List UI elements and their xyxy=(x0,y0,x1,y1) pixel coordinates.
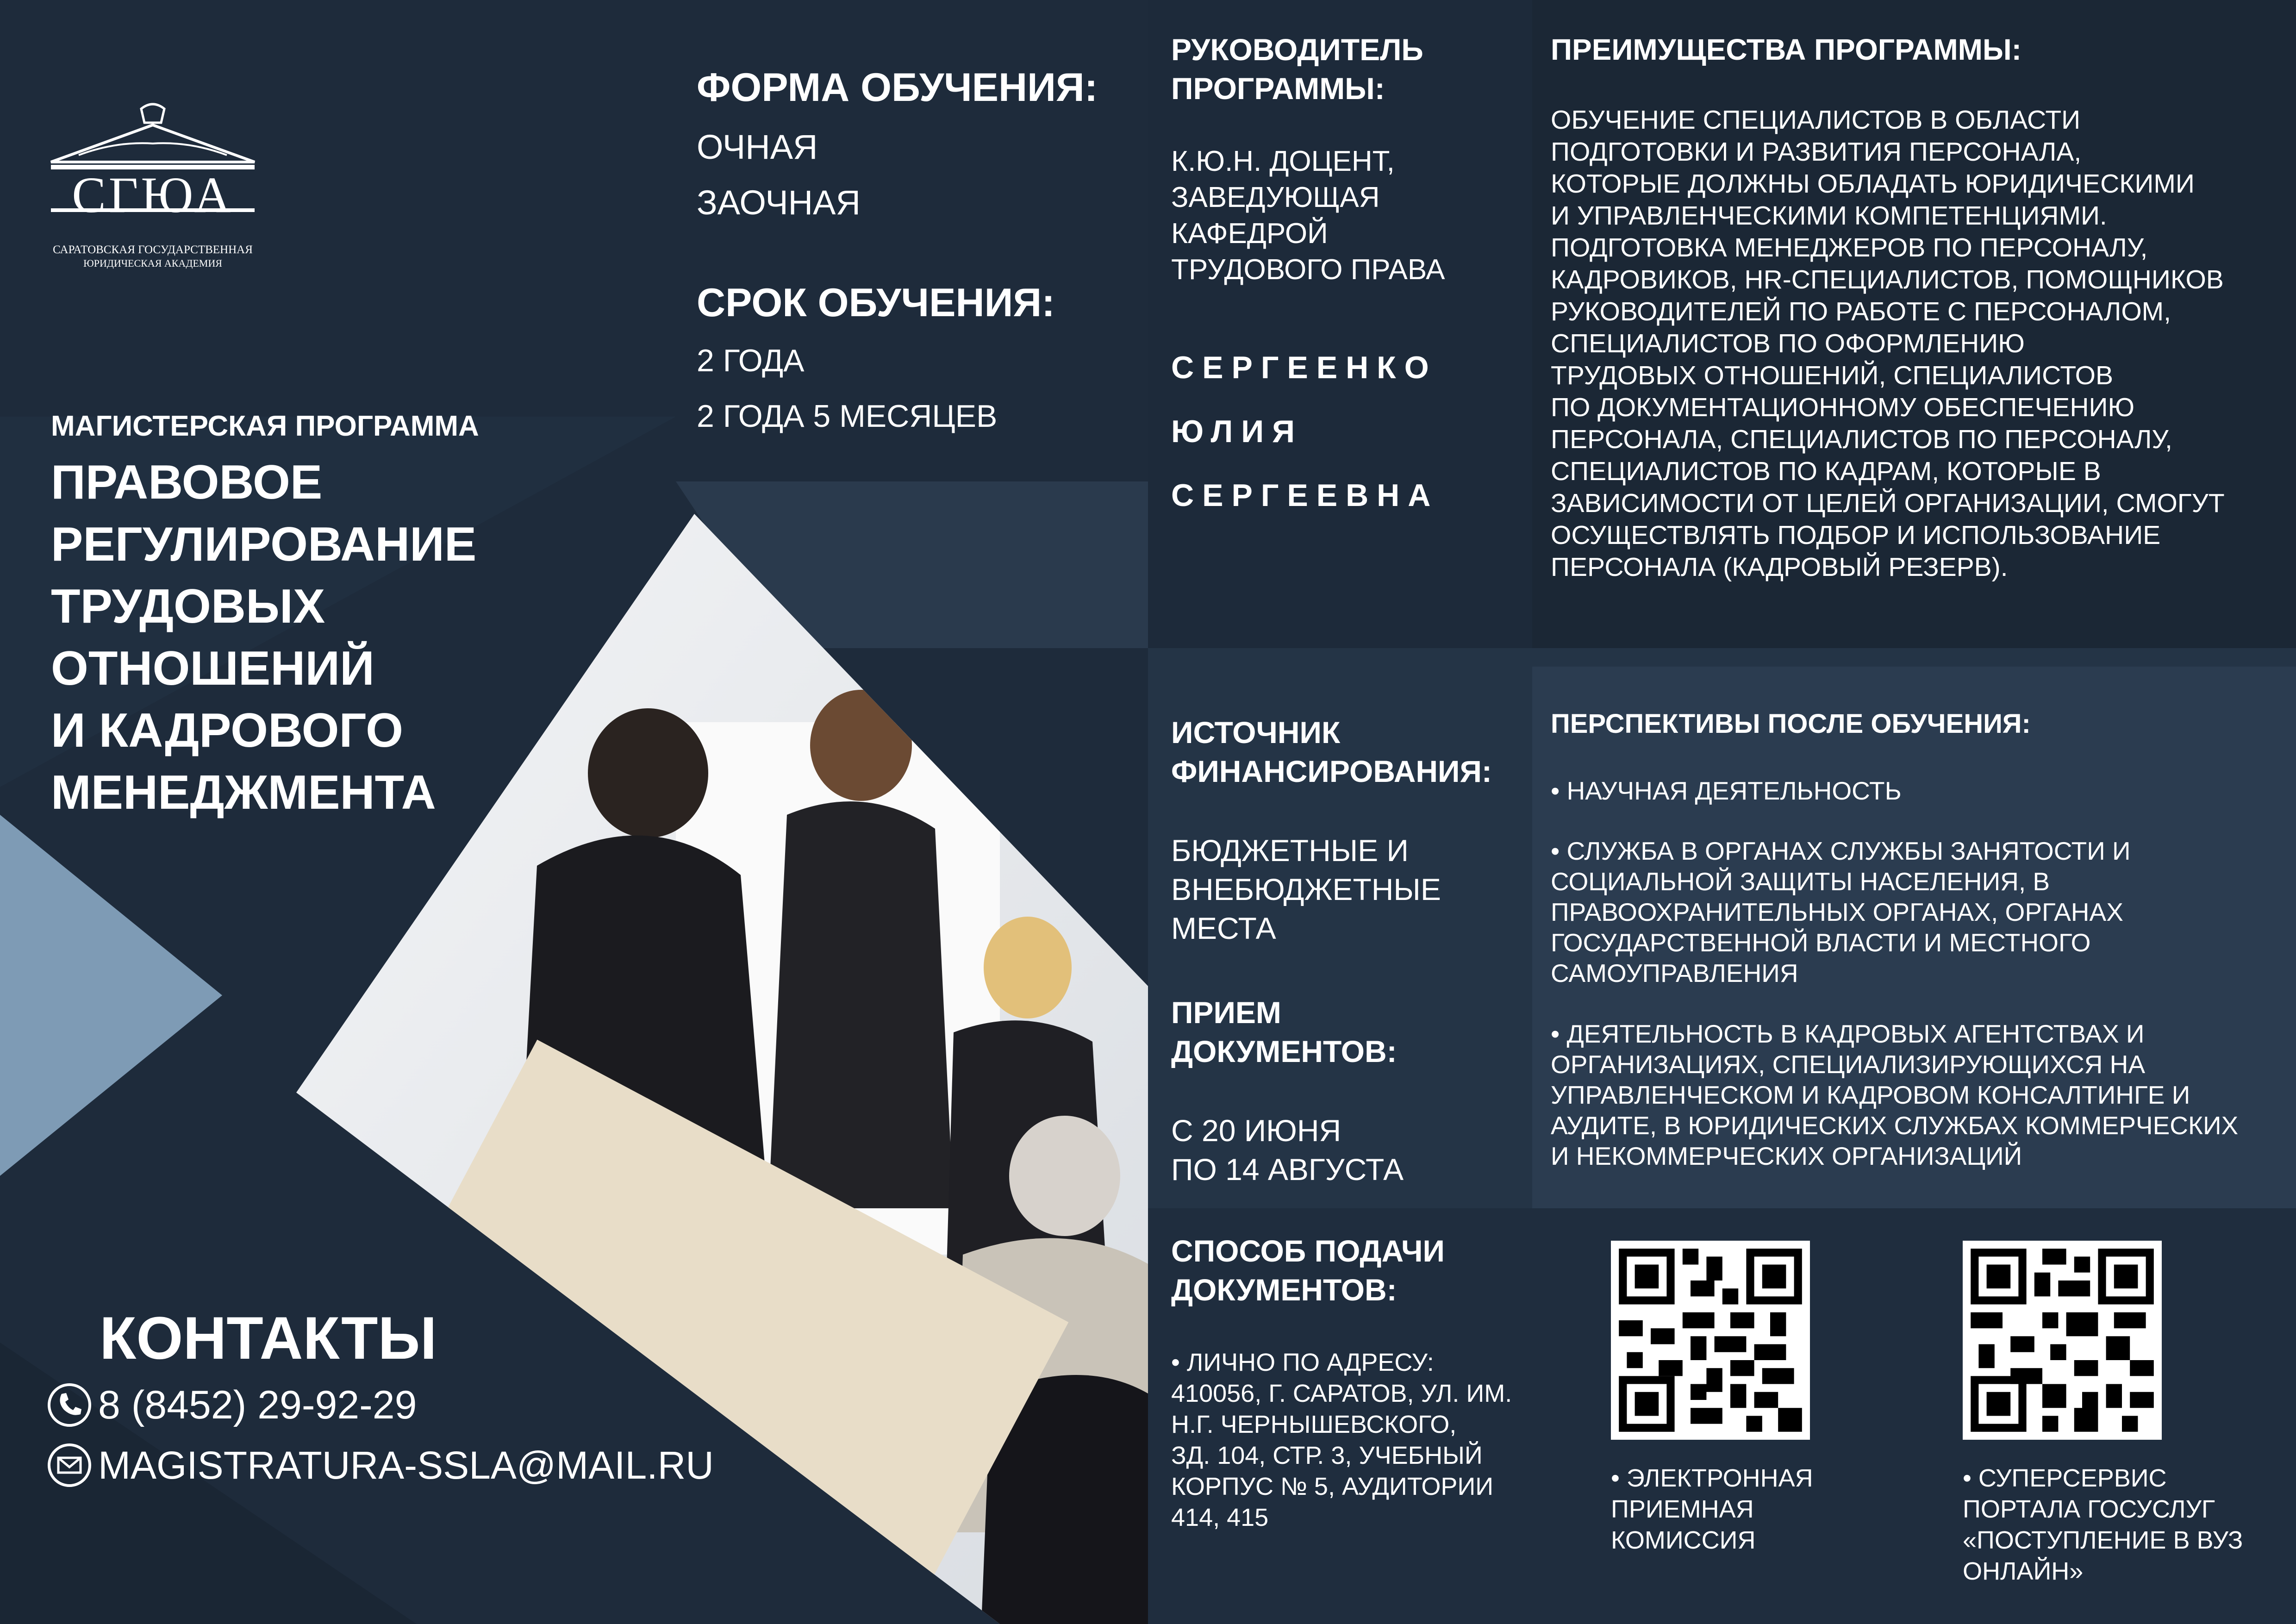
submission-heading: СПОСОБ ПОДАЧИ ДОКУМЕНТОВ: xyxy=(1171,1234,1445,1307)
head-name-line: СЕРГЕЕВНА xyxy=(1171,478,1439,513)
admission-text: С 20 ИЮНЯ ПО 14 АВГУСТА xyxy=(1171,1113,1404,1187)
qr-caption: • СУПЕРСЕРВИС ПОРТАЛА ГОСУСЛУГ «ПОСТУПЛЕНИЕ В ВУЗ ОНЛАЙН» xyxy=(1963,1464,2243,1585)
email-address[interactable]: MAGISTRATURA-SSLA@MAIL.RU xyxy=(98,1443,714,1487)
logo-line2: ЮРИДИЧЕСКАЯ АКАДЕМИЯ xyxy=(83,257,222,269)
funding-heading: ИСТОЧНИК ФИНАНСИРОВАНИЯ: xyxy=(1171,715,1492,788)
mail-icon xyxy=(46,1442,93,1488)
program-title xyxy=(51,451,476,824)
prospects-item: • СЛУЖБА В ОРГАНАХ СЛУЖБЫ ЗАНЯТОСТИ И СОЦИАЛЬНОЙ ЗАЩИТЫ НАСЕЛЕНИЯ, В ПРАВООХРАНИТЕЛЬНЫХ ОРГАНАХ, ОРГАНАХ ГОСУДАРСТВЕННОЙ ВЛАСТИ И МЕСТНОГО САМОУПРАВЛЕНИЯ xyxy=(1551,837,2131,987)
head-name-line: СЕРГЕЕНКО xyxy=(1171,350,1437,385)
study-term-heading: СРОК ОБУЧЕНИЯ: xyxy=(697,281,1055,325)
study-form-heading: ФОРМА ОБУЧЕНИЯ: xyxy=(697,65,1098,110)
logo xyxy=(42,97,264,282)
phone-icon xyxy=(46,1382,93,1428)
phone-number[interactable]: 8 (8452) 29-92-29 xyxy=(98,1382,417,1427)
program-title-line: ОТНОШЕНИЙ xyxy=(51,642,374,695)
study-form-item: ОЧНАЯ xyxy=(697,128,818,166)
qr-code-icon xyxy=(1963,1241,2162,1440)
logo-abbr: СГЮА xyxy=(72,167,234,223)
prospects-item: • НАУЧНАЯ ДЕЯТЕЛЬНОСТЬ xyxy=(1551,776,1902,805)
head-heading: РУКОВОДИТЕЛЬ ПРОГРАММЫ: xyxy=(1171,32,1423,106)
contacts-heading: КОНТАКТЫ xyxy=(100,1304,437,1372)
qr-code-icon[interactable] xyxy=(1963,1241,2162,1440)
qr-code-icon[interactable] xyxy=(1611,1241,1810,1440)
head-name xyxy=(1171,336,1439,527)
study-term-item: 2 ГОДА 5 МЕСЯЦЕВ xyxy=(697,399,998,434)
prospects-item: • ДЕЯТЕЛЬНОСТЬ В КАДРОВЫХ АГЕНТСТВАХ И ОРГАНИЗАЦИЯХ, СПЕЦИАЛИЗИРУЮЩИХСЯ НА УПРАВЛЕНЧЕСКОМ И КАДРОВОМ КОНСАЛТИНГЕ И АУДИТЕ, В ЮРИДИЧЕСКИХ СЛУЖБАХ КОММЕРЧЕСКИХ И НЕКОММЕРЧЕСКИХ ОРГАНИЗАЦИЙ xyxy=(1551,1019,2239,1170)
program-title-line: ТРУДОВЫХ xyxy=(51,580,325,633)
funding-text: БЮДЖЕТНЫЕ И ВНЕБЮДЖЕТНЫЕ МЕСТА xyxy=(1171,833,1441,945)
program-kicker: МАГИСТЕРСКАЯ ПРОГРАММА xyxy=(51,410,479,442)
phone-row[interactable] xyxy=(46,1382,417,1428)
advantages-text: ОБУЧЕНИЕ СПЕЦИАЛИСТОВ В ОБЛАСТИ ПОДГОТОВКИ И РАЗВИТИЯ ПЕРСОНАЛА, КОТОРЫЕ ДОЛЖНЫ ОБЛАДАТЬ ЮРИДИЧЕСКИМИ И УПРАВЛЕНЧЕСКИМИ КОМПЕТЕНЦИЯМИ. ПОДГОТОВКА МЕНЕДЖЕРОВ ПО ПЕРСОНАЛУ, КАДРОВИКОВ, HR-СПЕЦИАЛИСТОВ, ПОМОЩНИКОВ РУКОВОДИТЕЛЕЙ ПО РАБОТЕ С ПЕРСОНАЛОМ, СПЕЦИАЛИСТОВ ПО ОФОРМЛЕНИЮ ТРУДОВЫХ ОТНОШЕНИЙ, СПЕЦИАЛИСТОВ ПО ДОКУМЕНТАЦИОННОМУ ОБЕСПЕЧЕНИЮ ПЕРСОНАЛА, СПЕЦИАЛИСТОВ ПО ПЕРСОНАЛУ, СПЕЦИАЛИСТОВ ПО КАДРАМ, КОТОРЫЕ В ЗАВИСИМОСТИ ОТ ЦЕЛЕЙ ОРГАНИЗАЦИИ, СМОГУТ ОСУЩЕСТВЛЯТЬ ПОДБОР И ИСПОЛЬЗОВАНИЕ ПЕРСОНАЛА (КАДРОВЫЙ РЕЗЕРВ). xyxy=(1551,105,2225,582)
head-name-line: ЮЛИЯ xyxy=(1171,414,1303,449)
head-position: К.Ю.Н. ДОЦЕНТ, ЗАВЕДУЮЩАЯ КАФЕДРОЙ ТРУДОВОГО ПРАВА xyxy=(1171,145,1445,286)
study-term-item: 2 ГОДА xyxy=(697,343,805,378)
prospects-heading: ПЕРСПЕКТИВЫ ПОСЛЕ ОБУЧЕНИЯ: xyxy=(1551,709,2031,739)
advantages-heading: ПРЕИМУЩЕСТВА ПРОГРАММЫ: xyxy=(1551,33,2021,66)
program-title-line: МЕНЕДЖМЕНТА xyxy=(51,766,436,819)
program-title-line: РЕГУЛИРОВАНИЕ xyxy=(51,518,477,571)
qr-code-icon xyxy=(1611,1241,1810,1440)
admission-heading: ПРИЕМ ДОКУМЕНТОВ: xyxy=(1171,995,1397,1068)
program-title-line: И КАДРОВОГО xyxy=(51,704,403,757)
program-title-line: ПРАВОВОЕ xyxy=(51,456,323,509)
study-form-item: ЗАОЧНАЯ xyxy=(697,183,861,222)
logo-line1: САРАТОВСКАЯ ГОСУДАРСТВЕННАЯ xyxy=(53,244,253,256)
submission-text: • ЛИЧНО ПО АДРЕСУ: 410056, Г. САРАТОВ, УЛ. ИМ. Н.Г. ЧЕРНЫШЕВСКОГО, ЗД. 104, СТР. 3, УЧЕБНЫЙ КОРПУС № 5, АУДИТОРИИ 414, 415 xyxy=(1171,1349,1512,1531)
email-row[interactable] xyxy=(46,1442,714,1488)
qr-caption: • ЭЛЕКТРОННАЯ ПРИЕМНАЯ КОМИССИЯ xyxy=(1611,1464,1813,1554)
